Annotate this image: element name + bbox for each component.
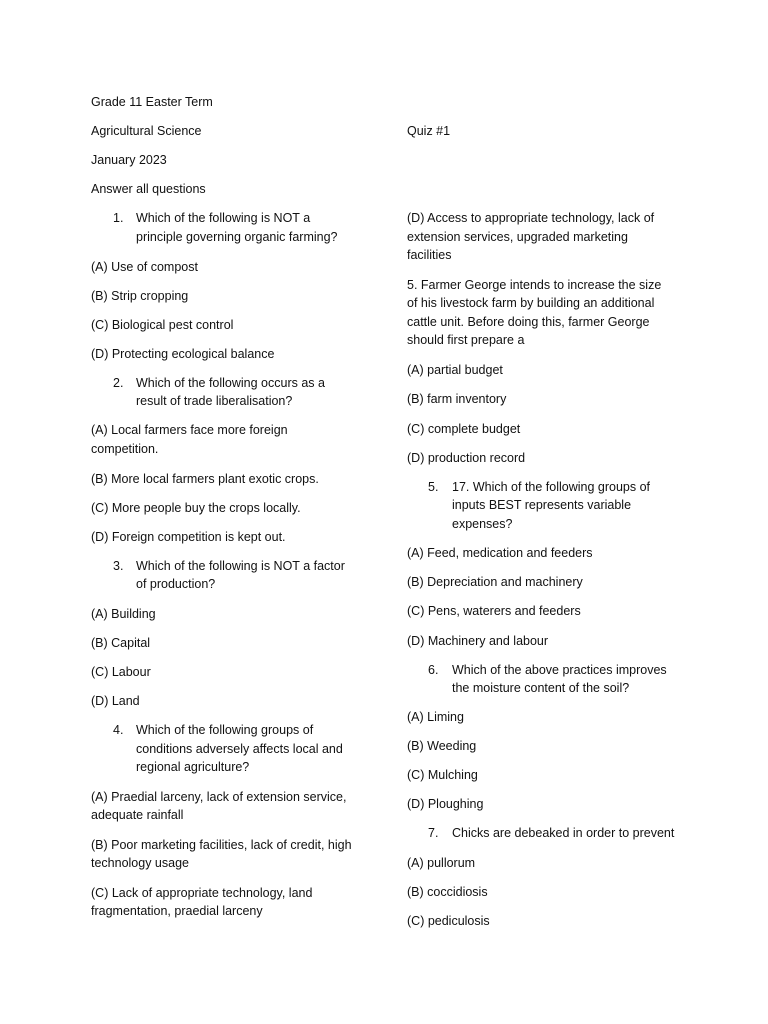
- question-4-text-cont2: regional agriculture?: [136, 760, 250, 774]
- question-5-text: 5. Farmer George intends to increase the size: [407, 278, 662, 292]
- q4-option-b: (B) Poor marketing facilities, lack of credit, high: [91, 838, 352, 852]
- q1-option-b: (B) Strip cropping: [91, 289, 189, 303]
- q1-option-d: (D) Protecting ecological balance: [91, 347, 275, 361]
- question-5-text-cont: of his livestock farm by building an additional: [407, 296, 655, 310]
- question-5b-number: 5.: [428, 480, 439, 494]
- q1-option-c: (C) Biological pest control: [91, 318, 234, 332]
- question-6-text-cont: the moisture content of the soil?: [452, 681, 630, 695]
- q6-option-a: (A) Liming: [407, 710, 464, 724]
- grade-term: Grade 11 Easter Term: [91, 95, 213, 109]
- question-3-text: Which of the following is NOT a factor: [136, 559, 345, 573]
- q1-option-a: (A) Use of compost: [91, 260, 198, 274]
- question-7-text: Chicks are debeaked in order to prevent: [452, 826, 675, 840]
- question-6-number: 6.: [428, 663, 439, 677]
- q3-option-c: (C) Labour: [91, 665, 151, 679]
- q4-option-d: (D) Access to appropriate technology, lack of: [407, 211, 655, 225]
- question-3-text-cont: of production?: [136, 577, 216, 591]
- instruction: Answer all questions: [91, 182, 206, 196]
- q5b-option-a: (A) Feed, medication and feeders: [407, 546, 593, 560]
- q5b-option-c: (C) Pens, waterers and feeders: [407, 604, 581, 618]
- q7-option-b: (B) coccidiosis: [407, 885, 488, 899]
- question-1-text-cont: principle governing organic farming?: [136, 230, 338, 244]
- question-5-text-cont2: cattle unit. Before doing this, farmer George: [407, 315, 650, 329]
- q4-option-d-cont2: facilities: [407, 248, 452, 262]
- q6-option-b: (B) Weeding: [407, 739, 477, 753]
- question-5b-text: 17. Which of the following groups of: [452, 480, 651, 494]
- question-6-text: Which of the above practices improves: [452, 663, 667, 677]
- question-5-text-cont3: should first prepare a: [407, 333, 525, 347]
- q5-option-b: (B) farm inventory: [407, 392, 507, 406]
- q6-option-d: (D) Ploughing: [407, 797, 484, 811]
- question-2-text-cont: result of trade liberalisation?: [136, 394, 293, 408]
- question-4-text-cont: conditions adversely affects local and: [136, 742, 343, 756]
- quiz-date: January 2023: [91, 153, 167, 167]
- q3-option-d: (D) Land: [91, 694, 140, 708]
- question-5b-text-cont2: expenses?: [452, 517, 513, 531]
- q5-option-d: (D) production record: [407, 451, 526, 465]
- q4-option-d-cont: extension services, upgraded marketing: [407, 230, 628, 244]
- q4-option-c-cont: fragmentation, praedial larceny: [91, 904, 263, 918]
- question-7-number: 7.: [428, 826, 439, 840]
- q5b-option-d: (D) Machinery and labour: [407, 634, 549, 648]
- q2-option-c: (C) More people buy the crops locally.: [91, 501, 301, 515]
- q2-option-a: (A) Local farmers face more foreign: [91, 423, 288, 437]
- q7-option-c: (C) pediculosis: [407, 914, 490, 928]
- q4-option-a-cont: adequate rainfall: [91, 808, 184, 822]
- question-1-number: 1.: [113, 211, 124, 225]
- q3-option-b: (B) Capital: [91, 636, 151, 650]
- q4-option-a: (A) Praedial larceny, lack of extension service,: [91, 790, 347, 804]
- question-5b-text-cont: inputs BEST represents variable: [452, 498, 632, 512]
- q7-option-a: (A) pullorum: [407, 856, 476, 870]
- q4-option-c: (C) Lack of appropriate technology, land: [91, 886, 313, 900]
- q2-option-d: (D) Foreign competition is kept out.: [91, 530, 286, 544]
- q5b-option-b: (B) Depreciation and machinery: [407, 575, 583, 589]
- question-2-text: Which of the following occurs as a: [136, 376, 325, 390]
- q4-option-b-cont: technology usage: [91, 856, 189, 870]
- q3-option-a: (A) Building: [91, 607, 156, 621]
- question-4-number: 4.: [113, 723, 124, 737]
- question-4-text: Which of the following groups of: [136, 723, 314, 737]
- quiz-title: Quiz #1: [407, 124, 451, 138]
- question-2-number: 2.: [113, 376, 124, 390]
- q5-option-a: (A) partial budget: [407, 363, 503, 377]
- q6-option-c: (C) Mulching: [407, 768, 478, 782]
- q5-option-c: (C) complete budget: [407, 422, 521, 436]
- question-1-text: Which of the following is NOT a: [136, 211, 311, 225]
- question-3-number: 3.: [113, 559, 124, 573]
- q2-option-b: (B) More local farmers plant exotic crops.: [91, 472, 319, 486]
- subject-title: Agricultural Science: [91, 124, 202, 138]
- q2-option-a-cont: competition.: [91, 442, 159, 456]
